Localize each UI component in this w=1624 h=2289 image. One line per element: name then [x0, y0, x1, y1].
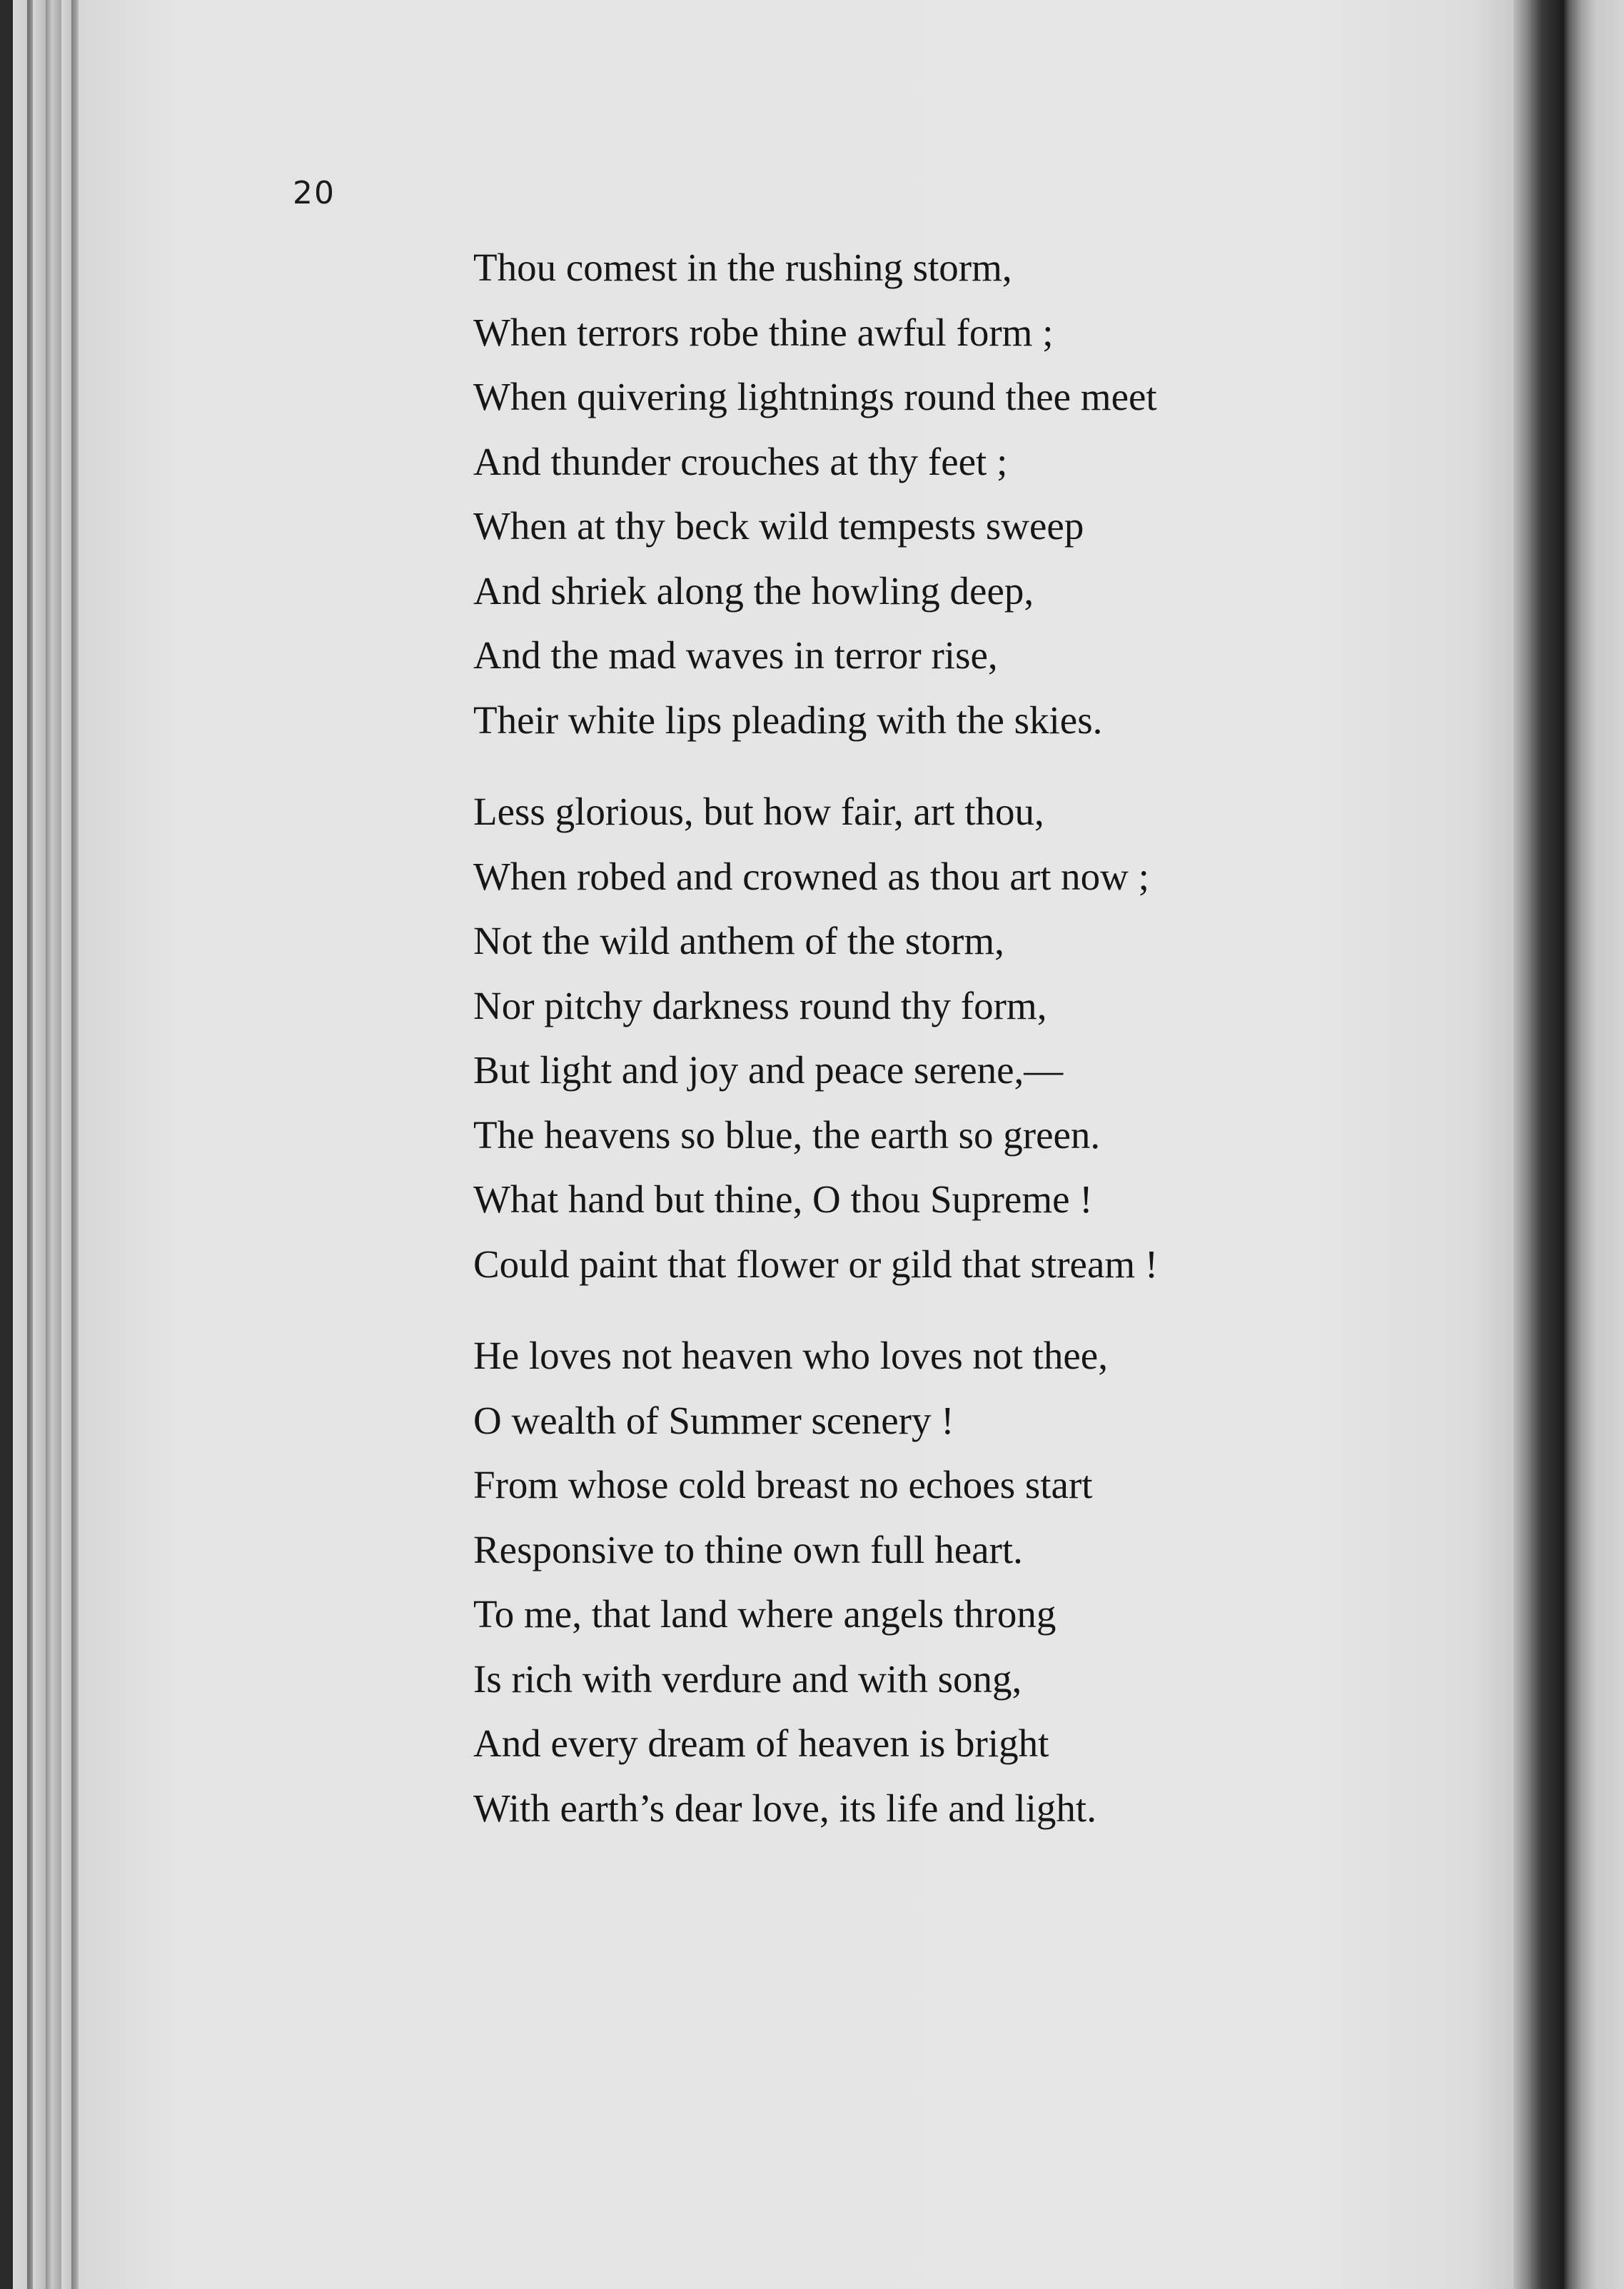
stacked-page-edges	[0, 0, 100, 2289]
poem-line: Less glorious, but how fair, art thou,	[473, 790, 1044, 833]
poem-line: Responsive to thine own full heart.	[473, 1527, 1023, 1571]
stanza-3	[473, 1324, 1401, 1841]
poem-line: From whose cold breast no echoes start	[473, 1463, 1093, 1506]
poem-line: What hand but thine, O thou Supreme !	[473, 1177, 1093, 1221]
poem-line: When quivering lightnings round thee meet	[473, 375, 1157, 418]
poem-line: With earth’s dear love, its life and light.	[473, 1786, 1096, 1830]
poem-line: He loves not heaven who loves not thee,	[473, 1334, 1108, 1377]
stanza-1	[473, 236, 1401, 753]
page-number: 20	[293, 175, 336, 211]
poem-line: To me, that land where angels throng	[473, 1592, 1056, 1636]
poem-line: And the mad waves in terror rise,	[473, 633, 998, 677]
poem-line: Thou comest in the rushing storm,	[473, 246, 1012, 289]
poem-line: When at thy beck wild tempests sweep	[473, 504, 1084, 548]
poem-line: And shriek along the howling deep,	[473, 568, 1034, 613]
binding-gutter-shadow	[1513, 0, 1624, 2289]
poem-line: Their white lips pleading with the skies.	[473, 698, 1103, 742]
poem-line: The heavens so blue, the earth so green.	[473, 1112, 1101, 1157]
poem-line: When terrors robe thine awful form ;	[473, 310, 1054, 354]
poem-line: But light and joy and peace serene,—	[473, 1048, 1064, 1092]
poem-line: And thunder crouches at thy feet ;	[473, 439, 1008, 483]
poem-line: Is rich with verdure and with song,	[473, 1656, 1022, 1701]
poem-line: Not the wild anthem of the storm,	[473, 919, 1004, 962]
poem-body	[473, 236, 1401, 1868]
poem-line: And every dream of heaven is bright	[473, 1721, 1049, 1765]
poem-line: Nor pitchy darkness round thy form,	[473, 983, 1047, 1027]
stanza-2	[473, 780, 1401, 1297]
poem-line: When robed and crowned as thou art now ;	[473, 854, 1149, 898]
poem-line: O wealth of Summer scenery !	[473, 1398, 954, 1442]
poem-line: Could paint that flower or gild that stream !	[473, 1242, 1159, 1286]
